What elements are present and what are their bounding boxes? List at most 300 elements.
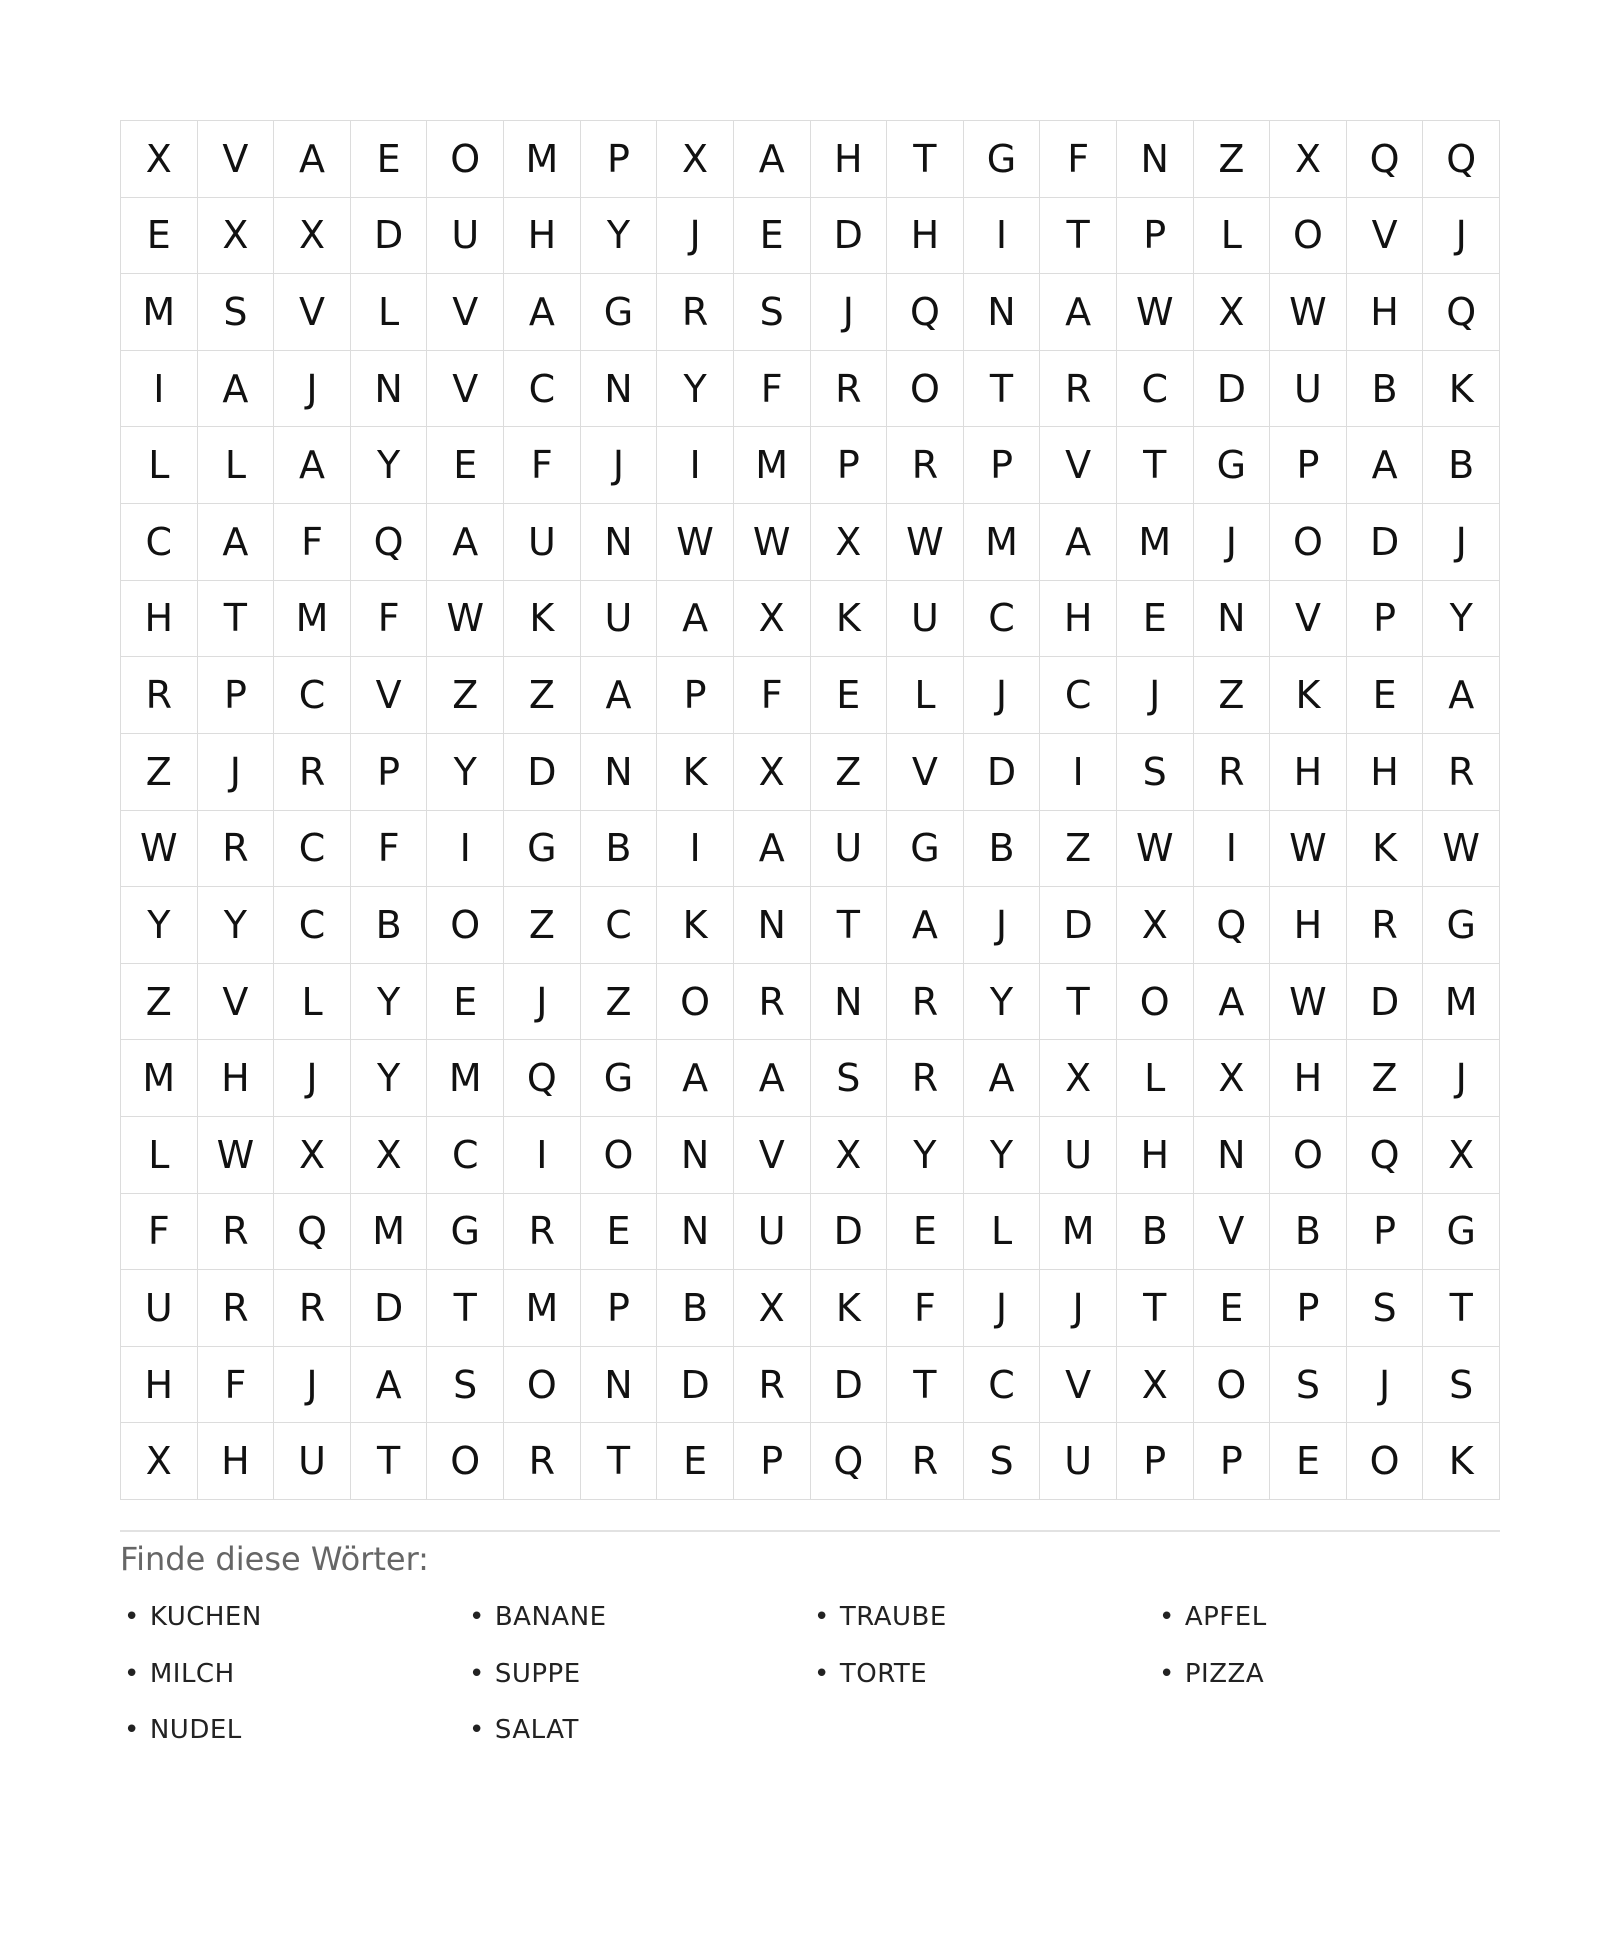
grid-cell[interactable]: N	[1194, 1117, 1271, 1194]
grid-cell[interactable]: V	[1194, 1194, 1271, 1271]
grid-cell[interactable]: K	[811, 581, 888, 658]
grid-cell[interactable]: V	[887, 734, 964, 811]
grid-cell[interactable]: A	[734, 811, 811, 888]
grid-cell[interactable]: O	[1194, 1347, 1271, 1424]
grid-cell[interactable]: J	[581, 427, 658, 504]
grid-cell[interactable]: O	[1270, 1117, 1347, 1194]
grid-cell[interactable]: A	[1423, 657, 1500, 734]
grid-cell[interactable]: D	[1040, 887, 1117, 964]
grid-cell[interactable]: O	[427, 1423, 504, 1500]
grid-cell[interactable]: P	[351, 734, 428, 811]
grid-cell[interactable]: T	[1117, 427, 1194, 504]
grid-cell[interactable]: A	[734, 1040, 811, 1117]
grid-cell[interactable]: I	[121, 351, 198, 428]
grid-cell[interactable]: Z	[121, 964, 198, 1041]
grid-cell[interactable]: G	[887, 811, 964, 888]
grid-cell[interactable]: T	[811, 887, 888, 964]
grid-cell[interactable]: Z	[1040, 811, 1117, 888]
grid-cell[interactable]: K	[504, 581, 581, 658]
grid-cell[interactable]: X	[351, 1117, 428, 1194]
grid-cell[interactable]: E	[734, 198, 811, 275]
grid-cell[interactable]: E	[1270, 1423, 1347, 1500]
grid-cell[interactable]: Q	[1347, 121, 1424, 198]
grid-cell[interactable]: D	[811, 1194, 888, 1271]
grid-cell[interactable]: R	[887, 427, 964, 504]
grid-cell[interactable]: T	[1040, 964, 1117, 1041]
grid-cell[interactable]: H	[1270, 887, 1347, 964]
grid-cell[interactable]: Y	[581, 198, 658, 275]
grid-cell[interactable]: D	[964, 734, 1041, 811]
grid-cell[interactable]: L	[121, 1117, 198, 1194]
grid-cell[interactable]: Q	[1194, 887, 1271, 964]
grid-cell[interactable]: C	[504, 351, 581, 428]
grid-cell[interactable]: Z	[811, 734, 888, 811]
grid-cell[interactable]: W	[1270, 811, 1347, 888]
grid-cell[interactable]: I	[504, 1117, 581, 1194]
grid-cell[interactable]: M	[504, 121, 581, 198]
grid-cell[interactable]: T	[427, 1270, 504, 1347]
grid-cell[interactable]: U	[1040, 1117, 1117, 1194]
grid-cell[interactable]: G	[1194, 427, 1271, 504]
grid-cell[interactable]: C	[581, 887, 658, 964]
grid-cell[interactable]: R	[734, 964, 811, 1041]
grid-cell[interactable]: W	[1270, 964, 1347, 1041]
grid-cell[interactable]: J	[1423, 198, 1500, 275]
grid-cell[interactable]: G	[504, 811, 581, 888]
grid-cell[interactable]: D	[504, 734, 581, 811]
grid-cell[interactable]: C	[1117, 351, 1194, 428]
grid-cell[interactable]: N	[734, 887, 811, 964]
grid-cell[interactable]: S	[1347, 1270, 1424, 1347]
grid-cell[interactable]: O	[1117, 964, 1194, 1041]
grid-cell[interactable]: X	[1194, 274, 1271, 351]
grid-cell[interactable]: F	[887, 1270, 964, 1347]
grid-cell[interactable]: D	[1347, 964, 1424, 1041]
grid-cell[interactable]: W	[734, 504, 811, 581]
grid-cell[interactable]: T	[964, 351, 1041, 428]
grid-cell[interactable]: G	[581, 1040, 658, 1117]
grid-cell[interactable]: J	[657, 198, 734, 275]
grid-cell[interactable]: I	[1040, 734, 1117, 811]
grid-cell[interactable]: R	[1423, 734, 1500, 811]
grid-cell[interactable]: Q	[274, 1194, 351, 1271]
grid-cell[interactable]: K	[1347, 811, 1424, 888]
grid-cell[interactable]: D	[811, 198, 888, 275]
grid-cell[interactable]: J	[811, 274, 888, 351]
grid-cell[interactable]: V	[1347, 198, 1424, 275]
grid-cell[interactable]: D	[351, 198, 428, 275]
grid-cell[interactable]: A	[1347, 427, 1424, 504]
grid-cell[interactable]: D	[1194, 351, 1271, 428]
grid-cell[interactable]: L	[887, 657, 964, 734]
grid-cell[interactable]: J	[1423, 504, 1500, 581]
grid-cell[interactable]: O	[1270, 198, 1347, 275]
grid-cell[interactable]: X	[734, 1270, 811, 1347]
grid-cell[interactable]: P	[734, 1423, 811, 1500]
grid-cell[interactable]: P	[1270, 427, 1347, 504]
grid-cell[interactable]: C	[274, 811, 351, 888]
grid-cell[interactable]: D	[1347, 504, 1424, 581]
grid-cell[interactable]: Z	[427, 657, 504, 734]
grid-cell[interactable]: B	[964, 811, 1041, 888]
grid-cell[interactable]: X	[811, 1117, 888, 1194]
grid-cell[interactable]: R	[887, 1423, 964, 1500]
grid-cell[interactable]: E	[657, 1423, 734, 1500]
grid-cell[interactable]: S	[734, 274, 811, 351]
grid-cell[interactable]: C	[1040, 657, 1117, 734]
grid-cell[interactable]: H	[121, 581, 198, 658]
grid-cell[interactable]: C	[427, 1117, 504, 1194]
grid-cell[interactable]: Z	[1347, 1040, 1424, 1117]
grid-cell[interactable]: U	[1270, 351, 1347, 428]
grid-cell[interactable]: B	[1270, 1194, 1347, 1271]
grid-cell[interactable]: O	[581, 1117, 658, 1194]
grid-cell[interactable]: K	[657, 887, 734, 964]
grid-cell[interactable]: Y	[121, 887, 198, 964]
grid-cell[interactable]: E	[1117, 581, 1194, 658]
grid-cell[interactable]: O	[427, 121, 504, 198]
grid-cell[interactable]: P	[1194, 1423, 1271, 1500]
grid-cell[interactable]: F	[1040, 121, 1117, 198]
grid-cell[interactable]: F	[121, 1194, 198, 1271]
grid-cell[interactable]: Y	[657, 351, 734, 428]
grid-cell[interactable]: T	[198, 581, 275, 658]
grid-cell[interactable]: Y	[351, 427, 428, 504]
grid-cell[interactable]: E	[887, 1194, 964, 1271]
grid-cell[interactable]: V	[427, 351, 504, 428]
grid-cell[interactable]: V	[1040, 427, 1117, 504]
grid-cell[interactable]: X	[1423, 1117, 1500, 1194]
grid-cell[interactable]: N	[581, 734, 658, 811]
grid-cell[interactable]: W	[1270, 274, 1347, 351]
grid-cell[interactable]: H	[1117, 1117, 1194, 1194]
grid-cell[interactable]: I	[1194, 811, 1271, 888]
grid-cell[interactable]: V	[427, 274, 504, 351]
grid-cell[interactable]: P	[1347, 581, 1424, 658]
grid-cell[interactable]: P	[811, 427, 888, 504]
grid-cell[interactable]: B	[657, 1270, 734, 1347]
grid-cell[interactable]: Q	[351, 504, 428, 581]
grid-cell[interactable]: N	[657, 1194, 734, 1271]
grid-cell[interactable]: N	[581, 504, 658, 581]
grid-cell[interactable]: R	[734, 1347, 811, 1424]
grid-cell[interactable]: O	[504, 1347, 581, 1424]
grid-cell[interactable]: X	[811, 504, 888, 581]
grid-cell[interactable]: I	[657, 811, 734, 888]
grid-cell[interactable]: Y	[351, 1040, 428, 1117]
grid-cell[interactable]: M	[1423, 964, 1500, 1041]
grid-cell[interactable]: J	[1194, 504, 1271, 581]
grid-cell[interactable]: S	[1117, 734, 1194, 811]
grid-cell[interactable]: X	[734, 734, 811, 811]
grid-cell[interactable]: P	[1270, 1270, 1347, 1347]
grid-cell[interactable]: X	[1117, 1347, 1194, 1424]
grid-cell[interactable]: V	[198, 121, 275, 198]
grid-cell[interactable]: L	[1194, 198, 1271, 275]
grid-cell[interactable]: H	[1347, 734, 1424, 811]
grid-cell[interactable]: T	[887, 1347, 964, 1424]
grid-cell[interactable]: L	[198, 427, 275, 504]
grid-cell[interactable]: H	[1270, 734, 1347, 811]
grid-cell[interactable]: E	[351, 121, 428, 198]
grid-cell[interactable]: S	[1270, 1347, 1347, 1424]
grid-cell[interactable]: U	[121, 1270, 198, 1347]
grid-cell[interactable]: F	[734, 351, 811, 428]
grid-cell[interactable]: Y	[198, 887, 275, 964]
grid-cell[interactable]: N	[811, 964, 888, 1041]
grid-cell[interactable]: F	[351, 811, 428, 888]
grid-cell[interactable]: W	[121, 811, 198, 888]
grid-cell[interactable]: N	[1117, 121, 1194, 198]
grid-cell[interactable]: Z	[504, 657, 581, 734]
grid-cell[interactable]: X	[734, 581, 811, 658]
grid-cell[interactable]: J	[1347, 1347, 1424, 1424]
grid-cell[interactable]: Q	[887, 274, 964, 351]
grid-cell[interactable]: A	[734, 121, 811, 198]
grid-cell[interactable]: B	[351, 887, 428, 964]
grid-cell[interactable]: R	[1194, 734, 1271, 811]
grid-cell[interactable]: E	[811, 657, 888, 734]
grid-cell[interactable]: X	[1270, 121, 1347, 198]
grid-cell[interactable]: O	[1347, 1423, 1424, 1500]
grid-cell[interactable]: I	[964, 198, 1041, 275]
grid-cell[interactable]: R	[887, 1040, 964, 1117]
grid-cell[interactable]: P	[198, 657, 275, 734]
grid-cell[interactable]: W	[887, 504, 964, 581]
grid-cell[interactable]: N	[581, 351, 658, 428]
grid-cell[interactable]: Z	[1194, 121, 1271, 198]
grid-cell[interactable]: I	[427, 811, 504, 888]
grid-cell[interactable]: F	[734, 657, 811, 734]
grid-cell[interactable]: A	[1040, 504, 1117, 581]
grid-cell[interactable]: R	[1347, 887, 1424, 964]
grid-cell[interactable]: F	[198, 1347, 275, 1424]
grid-cell[interactable]: X	[274, 1117, 351, 1194]
grid-cell[interactable]: J	[504, 964, 581, 1041]
grid-cell[interactable]: P	[1347, 1194, 1424, 1271]
grid-cell[interactable]: X	[121, 121, 198, 198]
grid-cell[interactable]: A	[964, 1040, 1041, 1117]
grid-cell[interactable]: R	[504, 1423, 581, 1500]
grid-cell[interactable]: C	[121, 504, 198, 581]
grid-cell[interactable]: V	[274, 274, 351, 351]
grid-cell[interactable]: T	[1423, 1270, 1500, 1347]
grid-cell[interactable]: M	[734, 427, 811, 504]
grid-cell[interactable]: C	[964, 581, 1041, 658]
grid-cell[interactable]: U	[504, 504, 581, 581]
grid-cell[interactable]: L	[121, 427, 198, 504]
grid-cell[interactable]: R	[121, 657, 198, 734]
grid-cell[interactable]: O	[657, 964, 734, 1041]
grid-cell[interactable]: T	[1040, 198, 1117, 275]
grid-cell[interactable]: H	[504, 198, 581, 275]
grid-cell[interactable]: G	[1423, 887, 1500, 964]
grid-cell[interactable]: R	[274, 1270, 351, 1347]
grid-cell[interactable]: R	[1040, 351, 1117, 428]
grid-cell[interactable]: N	[1194, 581, 1271, 658]
grid-cell[interactable]: P	[1117, 198, 1194, 275]
grid-cell[interactable]: M	[427, 1040, 504, 1117]
grid-cell[interactable]: F	[504, 427, 581, 504]
grid-cell[interactable]: R	[198, 1270, 275, 1347]
grid-cell[interactable]: J	[1423, 1040, 1500, 1117]
grid-cell[interactable]: A	[581, 657, 658, 734]
grid-cell[interactable]: C	[964, 1347, 1041, 1424]
grid-cell[interactable]: G	[581, 274, 658, 351]
grid-cell[interactable]: Z	[121, 734, 198, 811]
grid-cell[interactable]: H	[121, 1347, 198, 1424]
grid-cell[interactable]: Y	[1423, 581, 1500, 658]
grid-cell[interactable]: N	[964, 274, 1041, 351]
grid-cell[interactable]: P	[581, 1270, 658, 1347]
grid-cell[interactable]: X	[121, 1423, 198, 1500]
grid-cell[interactable]: S	[811, 1040, 888, 1117]
grid-cell[interactable]: R	[198, 811, 275, 888]
grid-cell[interactable]: M	[1040, 1194, 1117, 1271]
grid-cell[interactable]: A	[427, 504, 504, 581]
grid-cell[interactable]: A	[274, 121, 351, 198]
grid-cell[interactable]: B	[1117, 1194, 1194, 1271]
grid-cell[interactable]: Q	[504, 1040, 581, 1117]
grid-cell[interactable]: D	[811, 1347, 888, 1424]
grid-cell[interactable]: Y	[964, 1117, 1041, 1194]
grid-cell[interactable]: J	[274, 1347, 351, 1424]
grid-cell[interactable]: W	[198, 1117, 275, 1194]
grid-cell[interactable]: R	[657, 274, 734, 351]
grid-cell[interactable]: S	[427, 1347, 504, 1424]
grid-cell[interactable]: G	[1423, 1194, 1500, 1271]
grid-cell[interactable]: Z	[1194, 657, 1271, 734]
grid-cell[interactable]: Q	[1423, 121, 1500, 198]
grid-cell[interactable]: E	[427, 964, 504, 1041]
grid-cell[interactable]: V	[351, 657, 428, 734]
grid-cell[interactable]: T	[581, 1423, 658, 1500]
grid-cell[interactable]: Q	[811, 1423, 888, 1500]
grid-cell[interactable]: R	[198, 1194, 275, 1271]
grid-cell[interactable]: V	[198, 964, 275, 1041]
grid-cell[interactable]: A	[887, 887, 964, 964]
grid-cell[interactable]: J	[198, 734, 275, 811]
grid-cell[interactable]: W	[657, 504, 734, 581]
grid-cell[interactable]: V	[734, 1117, 811, 1194]
grid-cell[interactable]: X	[274, 198, 351, 275]
grid-cell[interactable]: W	[1423, 811, 1500, 888]
grid-cell[interactable]: G	[964, 121, 1041, 198]
grid-cell[interactable]: U	[581, 581, 658, 658]
grid-cell[interactable]: H	[198, 1423, 275, 1500]
grid-cell[interactable]: V	[1270, 581, 1347, 658]
grid-cell[interactable]: B	[581, 811, 658, 888]
grid-cell[interactable]: T	[351, 1423, 428, 1500]
grid-cell[interactable]: X	[198, 198, 275, 275]
grid-cell[interactable]: X	[1194, 1040, 1271, 1117]
grid-cell[interactable]: Q	[1347, 1117, 1424, 1194]
grid-cell[interactable]: D	[657, 1347, 734, 1424]
grid-cell[interactable]: M	[274, 581, 351, 658]
grid-cell[interactable]: G	[427, 1194, 504, 1271]
grid-cell[interactable]: V	[1040, 1347, 1117, 1424]
grid-cell[interactable]: O	[1270, 504, 1347, 581]
grid-cell[interactable]: R	[811, 351, 888, 428]
grid-cell[interactable]: L	[274, 964, 351, 1041]
grid-cell[interactable]: N	[351, 351, 428, 428]
grid-cell[interactable]: Q	[1423, 274, 1500, 351]
grid-cell[interactable]: E	[121, 198, 198, 275]
grid-cell[interactable]: L	[964, 1194, 1041, 1271]
grid-cell[interactable]: M	[964, 504, 1041, 581]
grid-cell[interactable]: M	[121, 1040, 198, 1117]
grid-cell[interactable]: E	[1194, 1270, 1271, 1347]
grid-cell[interactable]: W	[427, 581, 504, 658]
grid-cell[interactable]: J	[964, 657, 1041, 734]
grid-cell[interactable]: S	[198, 274, 275, 351]
grid-cell[interactable]: O	[887, 351, 964, 428]
grid-cell[interactable]: Y	[964, 964, 1041, 1041]
grid-cell[interactable]: J	[964, 1270, 1041, 1347]
grid-cell[interactable]: D	[351, 1270, 428, 1347]
grid-cell[interactable]: K	[811, 1270, 888, 1347]
grid-cell[interactable]: F	[351, 581, 428, 658]
grid-cell[interactable]: R	[887, 964, 964, 1041]
grid-cell[interactable]: A	[657, 1040, 734, 1117]
grid-cell[interactable]: M	[504, 1270, 581, 1347]
grid-cell[interactable]: X	[657, 121, 734, 198]
grid-cell[interactable]: L	[351, 274, 428, 351]
grid-cell[interactable]: K	[1270, 657, 1347, 734]
grid-cell[interactable]: C	[274, 657, 351, 734]
grid-cell[interactable]: N	[581, 1347, 658, 1424]
grid-cell[interactable]: J	[1040, 1270, 1117, 1347]
grid-cell[interactable]: H	[811, 121, 888, 198]
grid-cell[interactable]: M	[121, 274, 198, 351]
grid-cell[interactable]: X	[1117, 887, 1194, 964]
grid-cell[interactable]: X	[1040, 1040, 1117, 1117]
grid-cell[interactable]: E	[427, 427, 504, 504]
grid-cell[interactable]: Y	[887, 1117, 964, 1194]
grid-cell[interactable]: H	[1347, 274, 1424, 351]
grid-cell[interactable]: K	[1423, 1423, 1500, 1500]
grid-cell[interactable]: M	[351, 1194, 428, 1271]
grid-cell[interactable]: F	[274, 504, 351, 581]
grid-cell[interactable]: S	[1423, 1347, 1500, 1424]
grid-cell[interactable]: N	[657, 1117, 734, 1194]
grid-cell[interactable]: A	[1040, 274, 1117, 351]
grid-cell[interactable]: B	[1423, 427, 1500, 504]
grid-cell[interactable]: Y	[351, 964, 428, 1041]
grid-cell[interactable]: I	[657, 427, 734, 504]
grid-cell[interactable]: A	[1194, 964, 1271, 1041]
grid-cell[interactable]: Z	[504, 887, 581, 964]
grid-cell[interactable]: P	[1117, 1423, 1194, 1500]
grid-cell[interactable]: J	[1117, 657, 1194, 734]
grid-cell[interactable]: U	[274, 1423, 351, 1500]
grid-cell[interactable]: A	[351, 1347, 428, 1424]
grid-cell[interactable]: H	[887, 198, 964, 275]
grid-cell[interactable]: P	[657, 657, 734, 734]
grid-cell[interactable]: T	[1117, 1270, 1194, 1347]
grid-cell[interactable]: T	[887, 121, 964, 198]
grid-cell[interactable]: U	[1040, 1423, 1117, 1500]
grid-cell[interactable]: R	[504, 1194, 581, 1271]
grid-cell[interactable]: U	[811, 811, 888, 888]
grid-cell[interactable]: U	[427, 198, 504, 275]
grid-cell[interactable]: W	[1117, 274, 1194, 351]
grid-cell[interactable]: K	[657, 734, 734, 811]
grid-cell[interactable]: H	[198, 1040, 275, 1117]
grid-cell[interactable]: A	[657, 581, 734, 658]
grid-cell[interactable]: A	[274, 427, 351, 504]
grid-cell[interactable]: K	[1423, 351, 1500, 428]
